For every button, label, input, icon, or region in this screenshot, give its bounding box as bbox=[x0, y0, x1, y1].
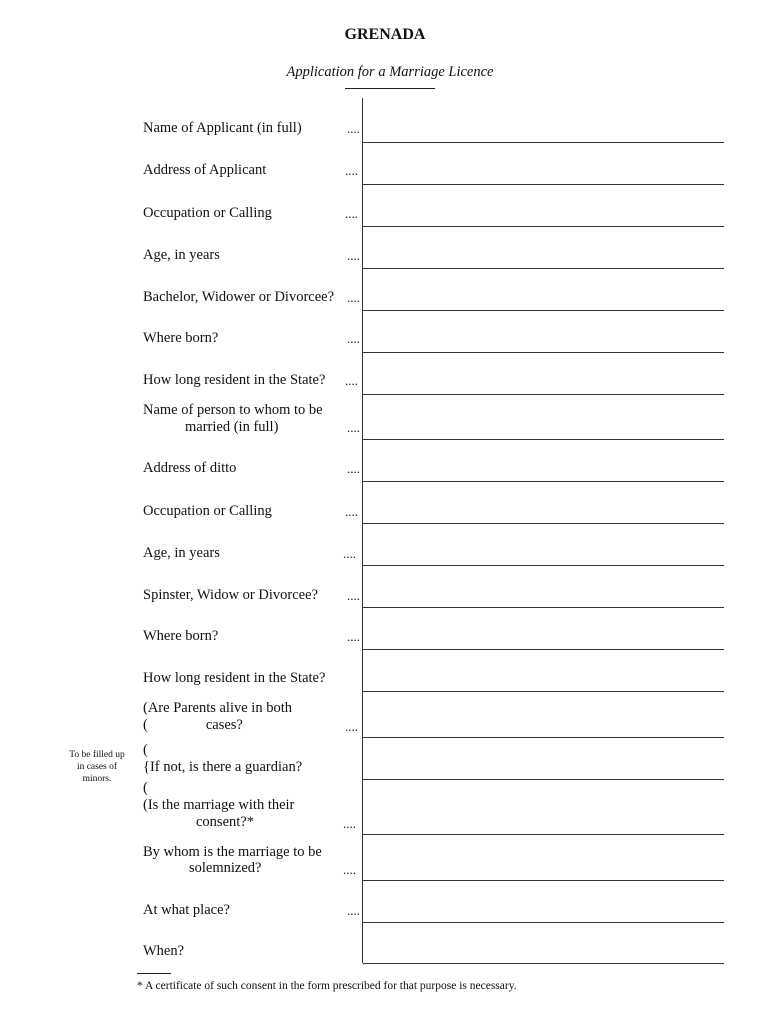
dots: .... bbox=[345, 206, 358, 221]
label-spouse-age: Age, in years bbox=[143, 545, 220, 561]
footnote-rule bbox=[137, 973, 171, 974]
label-place: At what place? bbox=[143, 902, 230, 918]
label-applicant-age: Age, in years bbox=[143, 247, 220, 263]
page-subtitle: Application for a Marriage Licence bbox=[286, 64, 494, 80]
dots: .... bbox=[347, 461, 360, 476]
field-applicant-name[interactable] bbox=[363, 100, 724, 142]
dots: .... bbox=[343, 862, 356, 877]
field-spouse-birthplace[interactable] bbox=[363, 608, 724, 649]
label-spouse-status: Spinster, Widow or Divorcee? bbox=[143, 587, 318, 603]
label-consent-line3: consent?* bbox=[196, 814, 254, 830]
dots: .... bbox=[347, 248, 360, 263]
dots: .... bbox=[343, 546, 356, 561]
label-spouse-residence: How long resident in the State? bbox=[143, 670, 326, 686]
dots: .... bbox=[347, 588, 360, 603]
dots: .... bbox=[347, 331, 360, 346]
dots: .... bbox=[345, 163, 358, 178]
field-parents-alive[interactable] bbox=[363, 692, 724, 737]
label-guardian-line1: ( bbox=[143, 742, 148, 758]
label-applicant-birthplace: Where born? bbox=[143, 330, 219, 346]
field-applicant-birthplace[interactable] bbox=[363, 311, 724, 352]
dots: .... bbox=[347, 121, 360, 136]
side-note-line2: in cases of bbox=[76, 762, 118, 772]
dots: .... bbox=[345, 719, 358, 734]
label-parents-alive-line2: ( cases? bbox=[143, 717, 243, 733]
title-underline bbox=[345, 88, 435, 89]
label-applicant-name: Name of Applicant (in full) bbox=[143, 120, 302, 136]
dots: .... bbox=[345, 373, 358, 388]
side-note-line3: minors. bbox=[82, 774, 112, 784]
field-spouse-name[interactable] bbox=[363, 395, 724, 439]
field-spouse-occupation[interactable] bbox=[363, 482, 724, 523]
label-when: When? bbox=[143, 943, 185, 959]
field-spouse-age[interactable] bbox=[363, 524, 724, 565]
field-spouse-residence[interactable] bbox=[363, 650, 724, 691]
field-consent[interactable] bbox=[363, 780, 724, 834]
label-applicant-address: Address of Applicant bbox=[143, 162, 267, 178]
dots: .... bbox=[347, 903, 360, 918]
field-applicant-status[interactable] bbox=[363, 269, 724, 310]
label-applicant-occupation: Occupation or Calling bbox=[143, 205, 272, 221]
field-applicant-residence[interactable] bbox=[363, 353, 724, 394]
label-applicant-residence: How long resident in the State? bbox=[143, 372, 326, 388]
label-spouse-name-line1: Name of person to whom to be bbox=[143, 402, 323, 418]
label-spouse-birthplace: Where born? bbox=[143, 628, 219, 644]
dots: .... bbox=[347, 420, 360, 435]
label-parents-alive-line1: (Are Parents alive in both bbox=[143, 700, 292, 716]
dots: .... bbox=[347, 290, 360, 305]
minors-side-note bbox=[58, 749, 136, 785]
label-solemnized-line2: solemnized? bbox=[189, 860, 262, 876]
field-applicant-address[interactable] bbox=[363, 143, 724, 184]
field-line bbox=[363, 963, 724, 964]
field-guardian[interactable] bbox=[363, 738, 724, 779]
label-consent-line2: (Is the marriage with their bbox=[143, 797, 295, 813]
field-spouse-address[interactable] bbox=[363, 440, 724, 481]
field-applicant-age[interactable] bbox=[363, 227, 724, 268]
field-applicant-occupation[interactable] bbox=[363, 185, 724, 226]
dots: .... bbox=[343, 816, 356, 831]
dots: .... bbox=[347, 629, 360, 644]
field-when[interactable] bbox=[363, 923, 724, 963]
label-spouse-occupation: Occupation or Calling bbox=[143, 503, 272, 519]
field-place[interactable] bbox=[363, 881, 724, 922]
label-consent-line1: ( bbox=[143, 780, 148, 796]
label-spouse-address: Address of ditto bbox=[143, 460, 237, 476]
field-solemnized-by[interactable] bbox=[363, 835, 724, 880]
label-solemnized-line1: By whom is the marriage to be bbox=[143, 844, 322, 860]
field-spouse-status[interactable] bbox=[363, 566, 724, 607]
page-title: GRENADA bbox=[344, 26, 426, 43]
dots: .... bbox=[345, 504, 358, 519]
side-note-line1: To be filled up bbox=[69, 750, 125, 760]
label-applicant-status: Bachelor, Widower or Divorcee? bbox=[143, 289, 335, 305]
label-guardian-line2: {If not, is there a guardian? bbox=[143, 759, 303, 775]
label-spouse-name-line2: married (in full) bbox=[185, 419, 279, 435]
footnote: * A certificate of such consent in the form prescribed for that purpose is necessary. bbox=[137, 980, 517, 992]
